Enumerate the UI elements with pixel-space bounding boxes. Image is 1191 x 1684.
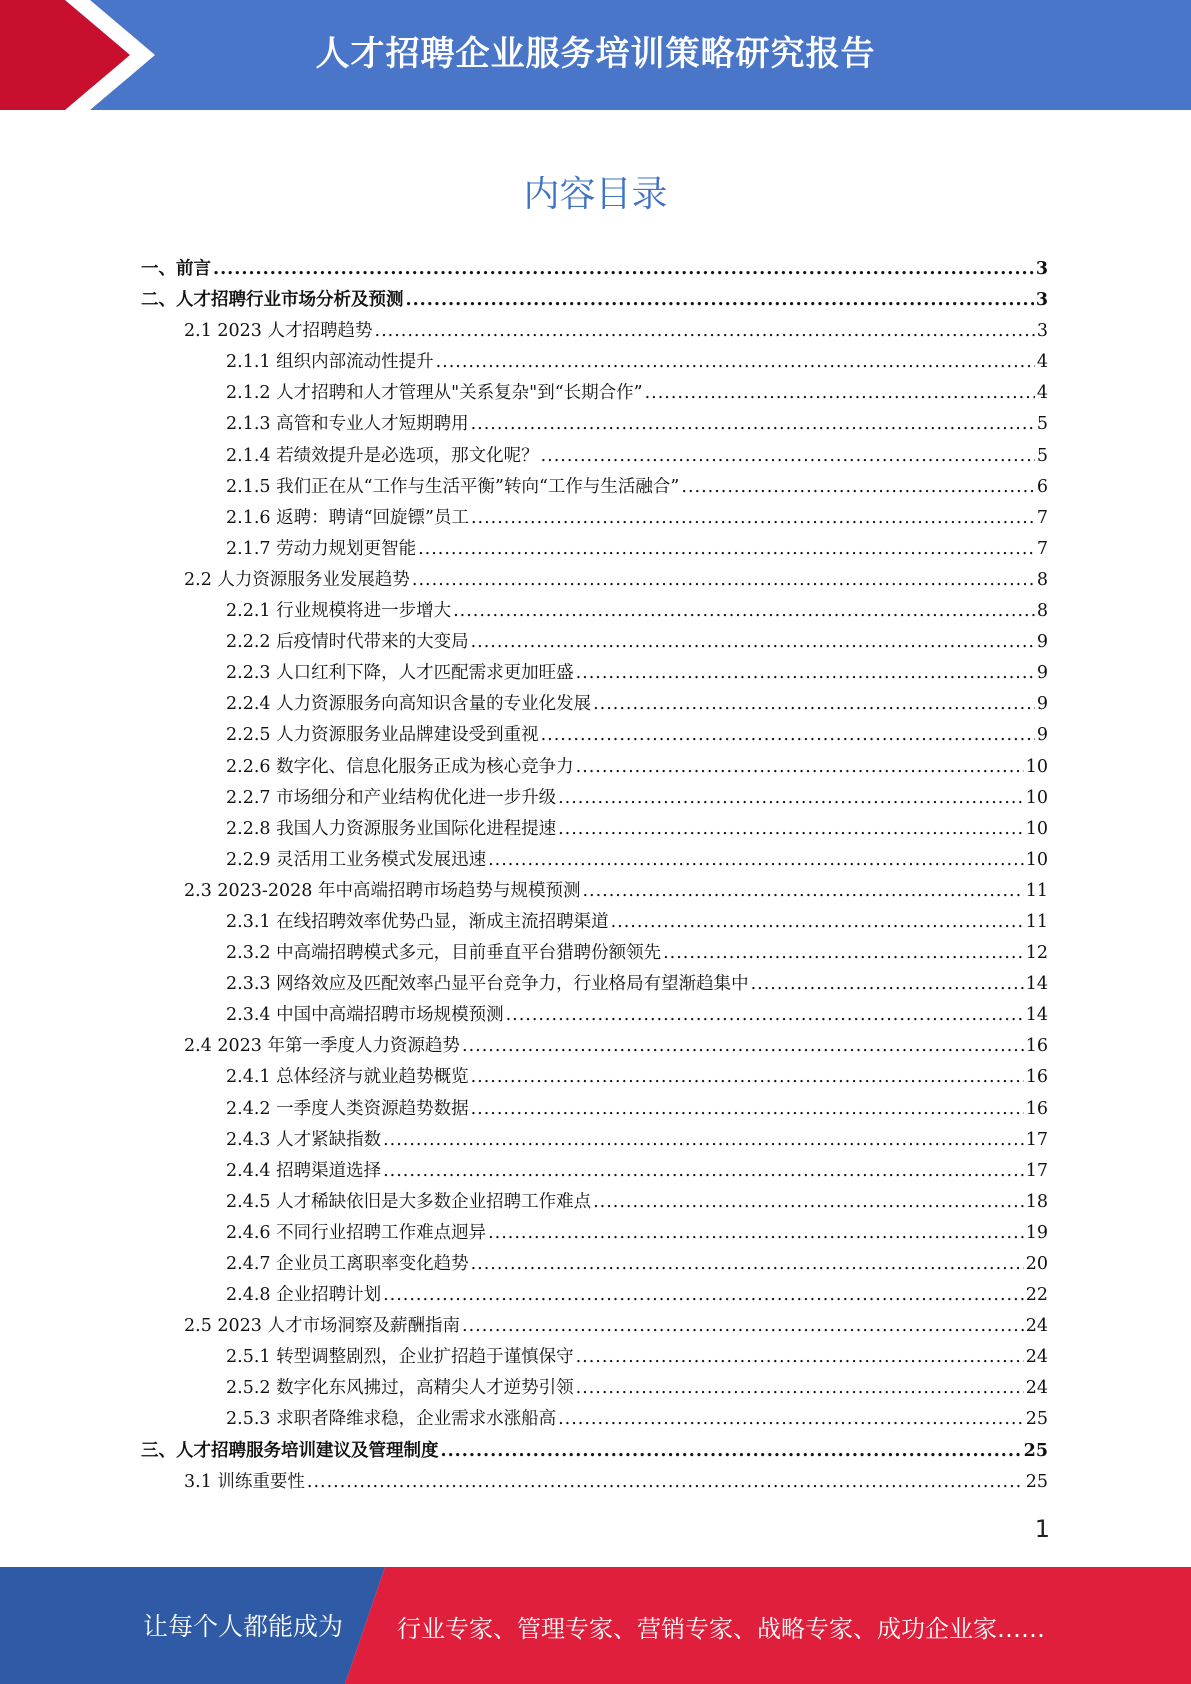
- toc-leader-dots: [576, 1373, 1024, 1404]
- toc-entry-page: 10: [1025, 818, 1048, 839]
- toc-entry-page: 24: [1025, 1378, 1048, 1399]
- toc-entry[interactable]: [141, 689, 1048, 720]
- toc-leader-dots: [576, 752, 1024, 783]
- footer-slogan-left: 让每个人都能成为: [143, 1612, 344, 1641]
- toc-entry[interactable]: [141, 409, 1048, 440]
- page-number: 1: [1034, 1515, 1050, 1543]
- toc-leader-dots: [681, 472, 1034, 503]
- toc-leader-dots: [558, 1404, 1024, 1435]
- toc-entry[interactable]: [141, 1404, 1048, 1435]
- toc-entry-label: 2.4.6 不同行业招聘工作难点迥异: [226, 1222, 487, 1243]
- toc-entry-label: 2.3.1 在线招聘效率优势凸显，渐成主流招聘渠道: [226, 911, 609, 932]
- toc-leader-dots: [541, 441, 1035, 472]
- toc-leader-dots: [471, 409, 1035, 440]
- toc-leader-dots: [576, 1342, 1024, 1373]
- toc-entry[interactable]: [141, 596, 1048, 627]
- toc-entry-page: 11: [1025, 880, 1048, 901]
- table-of-contents: [141, 254, 1048, 1498]
- toc-entry-page: 14: [1025, 1005, 1048, 1026]
- toc-entry[interactable]: [141, 1280, 1048, 1311]
- footer-slogan-right: 行业专家、管理专家、营销专家、战略专家、成功企业家……: [397, 1615, 1045, 1643]
- toc-leader-dots: [453, 596, 1035, 627]
- toc-leader-dots: [611, 907, 1024, 938]
- toc-entry[interactable]: [141, 1436, 1048, 1467]
- toc-entry-page: 5: [1036, 445, 1048, 466]
- toc-leader-dots: [645, 378, 1035, 409]
- toc-entry[interactable]: [141, 1000, 1048, 1031]
- toc-entry-page: 10: [1025, 849, 1048, 870]
- toc-entry-page: 16: [1025, 1067, 1048, 1088]
- toc-entry-label: 2.5.1 转型调整剧烈，企业扩招趋于谨慎保守: [226, 1347, 574, 1368]
- toc-entry[interactable]: [141, 503, 1048, 534]
- toc-entry[interactable]: [141, 783, 1048, 814]
- toc-entry-page: 3: [1036, 321, 1048, 342]
- toc-entry-page: 4: [1036, 352, 1048, 373]
- toc-entry[interactable]: [141, 1094, 1048, 1125]
- toc-entry-label: 2.4.1 总体经济与就业趋势概览: [226, 1067, 469, 1088]
- toc-entry-page: 12: [1025, 943, 1048, 964]
- toc-entry[interactable]: [141, 814, 1048, 845]
- toc-entry-page: 17: [1025, 1160, 1048, 1181]
- toc-entry-label: 2.1.5 我们正在从“工作与生活平衡”转向“工作与生活融合”: [226, 476, 680, 497]
- toc-entry-label: 2.3.4 中国中高端招聘市场规模预测: [226, 1005, 504, 1026]
- header-banner: [0, 0, 1191, 110]
- toc-entry[interactable]: [141, 441, 1048, 472]
- toc-leader-dots: [488, 845, 1024, 876]
- toc-entry-page: 20: [1025, 1254, 1048, 1274]
- toc-leader-dots: [751, 969, 1024, 1000]
- toc-entry-label: 2.4.4 招聘渠道选择: [226, 1160, 382, 1181]
- toc-entry-label: 2.4 2023 年第一季度人力资源趋势: [184, 1036, 460, 1057]
- toc-entry[interactable]: [141, 1342, 1048, 1373]
- toc-entry-page: 24: [1025, 1347, 1048, 1368]
- toc-leader-dots: [383, 1156, 1024, 1187]
- toc-entry[interactable]: [141, 1373, 1048, 1404]
- toc-leader-dots: [593, 1187, 1024, 1218]
- toc-entry[interactable]: [141, 285, 1048, 316]
- toc-entry-page: 7: [1036, 538, 1048, 559]
- toc-entry[interactable]: [141, 472, 1048, 503]
- toc-entry[interactable]: [141, 316, 1048, 347]
- toc-entry[interactable]: [141, 907, 1048, 938]
- toc-leader-dots: [558, 814, 1024, 845]
- toc-leader-dots: [462, 1031, 1024, 1062]
- toc-entry[interactable]: [141, 1311, 1048, 1342]
- toc-leader-dots: [541, 720, 1035, 751]
- toc-entry-page: 25: [1025, 1471, 1048, 1492]
- toc-leader-dots: [462, 1311, 1024, 1342]
- toc-entry-page: 16: [1025, 1036, 1048, 1057]
- toc-entry-label: 2.5.3 求职者降维求稳，企业需求水涨船高: [226, 1409, 557, 1430]
- toc-entry[interactable]: [141, 1125, 1048, 1156]
- toc-entry-label: 2.3 2023-2028 年中高端招聘市场趋势与规模预测: [184, 880, 581, 901]
- toc-leader-dots: [663, 938, 1024, 969]
- toc-entry-label: 2.1.4 若绩效提升是必选项，那文化呢？: [226, 445, 539, 466]
- toc-leader-dots: [441, 1436, 1022, 1467]
- toc-entry[interactable]: [141, 1467, 1048, 1498]
- toc-entry[interactable]: [141, 347, 1048, 378]
- toc-entry-page: 6: [1036, 476, 1048, 497]
- toc-entry[interactable]: [141, 1156, 1048, 1187]
- report-title: 人才招聘企业服务培训策略研究报告: [315, 34, 876, 74]
- toc-entry-label: 3.1 训练重要性: [184, 1471, 305, 1492]
- toc-entry[interactable]: [141, 876, 1048, 907]
- toc-entry-label: 2.2.3 人口红利下降，人才匹配需求更加旺盛: [226, 663, 574, 684]
- toc-leader-dots: [506, 1000, 1024, 1031]
- toc-entry-label: 2.3.3 网络效应及匹配效率凸显平台竞争力，行业格局有望渐趋集中: [226, 974, 749, 995]
- toc-leader-dots: [412, 565, 1035, 596]
- toc-entry[interactable]: [141, 752, 1048, 783]
- toc-entry-label: 二、人才招聘行业市场分析及预测: [141, 290, 404, 311]
- toc-entry-label: 2.2.2 后疫情时代带来的大变局: [226, 632, 469, 653]
- toc-leader-dots: [418, 534, 1035, 565]
- toc-entry-label: 2.4.3 人才紧缺指数: [226, 1129, 382, 1150]
- toc-entry-label: 2.2.9 灵活用工业务模式发展迅速: [226, 849, 487, 870]
- toc-entry-label: 2.4.7 企业员工离职率变化趋势: [226, 1254, 469, 1274]
- toc-entry-label: 2.2.1 行业规模将进一步增大: [226, 601, 452, 622]
- toc-entry-label: 2.1.2 人才招聘和人才管理从"关系复杂"到“长期合作”: [226, 383, 643, 404]
- toc-entry-label: 三、人才招聘服务培训建议及管理制度: [141, 1440, 439, 1461]
- footer-banner: [0, 1567, 1191, 1684]
- toc-entry-page: 10: [1025, 756, 1048, 777]
- toc-entry-label: 2.2.6 数字化、信息化服务正成为核心竞争力: [226, 756, 574, 777]
- toc-leader-dots: [582, 876, 1023, 907]
- toc-entry[interactable]: [141, 627, 1048, 658]
- toc-leader-dots: [593, 689, 1035, 720]
- toc-entry-page: 22: [1025, 1285, 1048, 1306]
- toc-leader-dots: [471, 627, 1035, 658]
- toc-leader-dots: [383, 1280, 1024, 1311]
- toc-leader-dots: [471, 1094, 1024, 1125]
- toc-entry[interactable]: [141, 254, 1048, 285]
- toc-entry-label: 2.4.8 企业招聘计划: [226, 1285, 382, 1306]
- toc-entry[interactable]: [141, 1249, 1048, 1280]
- toc-entry-page: 7: [1036, 507, 1048, 528]
- toc-leader-dots: [471, 503, 1035, 534]
- toc-entry-label: 2.1.6 返聘：聘请“回旋镖”员工: [226, 507, 469, 528]
- toc-leader-dots: [558, 783, 1024, 814]
- toc-entry-label: 一、前言: [141, 259, 211, 279]
- toc-entry-label: 2.4.5 人才稀缺依旧是大多数企业招聘工作难点: [226, 1191, 592, 1212]
- toc-entry-page: 8: [1036, 569, 1048, 590]
- toc-entry-label: 2.5.2 数字化东风拂过，高精尖人才逆势引领: [226, 1378, 574, 1399]
- toc-leader-dots: [375, 316, 1035, 347]
- toc-entry[interactable]: [141, 969, 1048, 1000]
- toc-entry-label: 2.5 2023 人才市场洞察及薪酬指南: [184, 1316, 460, 1337]
- toc-leader-dots: [383, 1125, 1024, 1156]
- toc-entry[interactable]: [141, 1062, 1048, 1093]
- toc-entry-page: 10: [1025, 787, 1048, 808]
- toc-entry-page: 19: [1025, 1222, 1048, 1243]
- toc-entry-page: 5: [1036, 414, 1048, 435]
- toc-entry[interactable]: [141, 720, 1048, 751]
- toc-leader-dots: [213, 254, 1034, 285]
- toc-entry-label: 2.1.7 劳动力规划更智能: [226, 538, 417, 559]
- toc-entry-page: 9: [1036, 663, 1048, 684]
- toc-leader-dots: [576, 658, 1035, 689]
- toc-entry-label: 2.2.4 人力资源服务向高知识含量的专业化发展: [226, 694, 592, 715]
- toc-entry-label: 2.2 人力资源服务业发展趋势: [184, 569, 410, 590]
- toc-entry-page: 9: [1036, 694, 1048, 715]
- toc-entry[interactable]: [141, 938, 1048, 969]
- toc-leader-dots: [471, 1249, 1024, 1280]
- toc-entry[interactable]: [141, 845, 1048, 876]
- toc-leader-dots: [406, 285, 1034, 316]
- toc-entry-page: 16: [1025, 1098, 1048, 1119]
- toc-entry-page: 24: [1025, 1316, 1048, 1337]
- toc-entry[interactable]: [141, 1218, 1048, 1249]
- toc-heading: 内容目录: [523, 174, 668, 215]
- toc-entry-page: 14: [1025, 974, 1048, 995]
- toc-leader-dots: [471, 1062, 1024, 1093]
- toc-entry[interactable]: [141, 534, 1048, 565]
- toc-entry-label: 2.2.7 市场细分和产业结构优化进一步升级: [226, 787, 557, 808]
- toc-entry[interactable]: [141, 1031, 1048, 1062]
- toc-entry[interactable]: [141, 1187, 1048, 1218]
- toc-entry-page: 3: [1035, 259, 1048, 279]
- toc-leader-dots: [436, 347, 1035, 378]
- toc-entry-label: 2.2.5 人力资源服务业品牌建设受到重视: [226, 725, 539, 746]
- toc-entry-page: 9: [1036, 725, 1048, 746]
- toc-entry-page: 11: [1025, 911, 1048, 932]
- toc-entry[interactable]: [141, 658, 1048, 689]
- toc-leader-dots: [307, 1467, 1024, 1498]
- toc-entry-page: 8: [1036, 601, 1048, 622]
- toc-entry-label: 2.1.3 高管和专业人才短期聘用: [226, 414, 469, 435]
- toc-entry-label: 2.2.8 我国人力资源服务业国际化进程提速: [226, 818, 557, 839]
- toc-entry-label: 2.3.2 中高端招聘模式多元，目前垂直平台猎聘份额领先: [226, 943, 662, 964]
- toc-entry-page: 9: [1036, 632, 1048, 653]
- toc-entry-page: 25: [1025, 1409, 1048, 1430]
- toc-entry-label: 2.1 2023 人才招聘趋势: [184, 321, 373, 342]
- toc-entry-page: 18: [1025, 1191, 1048, 1212]
- toc-entry-page: 25: [1023, 1440, 1048, 1461]
- toc-leader-dots: [488, 1218, 1024, 1249]
- toc-entry[interactable]: [141, 378, 1048, 409]
- toc-entry-label: 2.1.1 组织内部流动性提升: [226, 352, 434, 373]
- toc-entry[interactable]: [141, 565, 1048, 596]
- toc-entry-page: 17: [1025, 1129, 1048, 1150]
- toc-entry-page: 3: [1035, 290, 1048, 311]
- toc-entry-page: 4: [1036, 383, 1048, 404]
- toc-entry-label: 2.4.2 一季度人类资源趋势数据: [226, 1098, 469, 1119]
